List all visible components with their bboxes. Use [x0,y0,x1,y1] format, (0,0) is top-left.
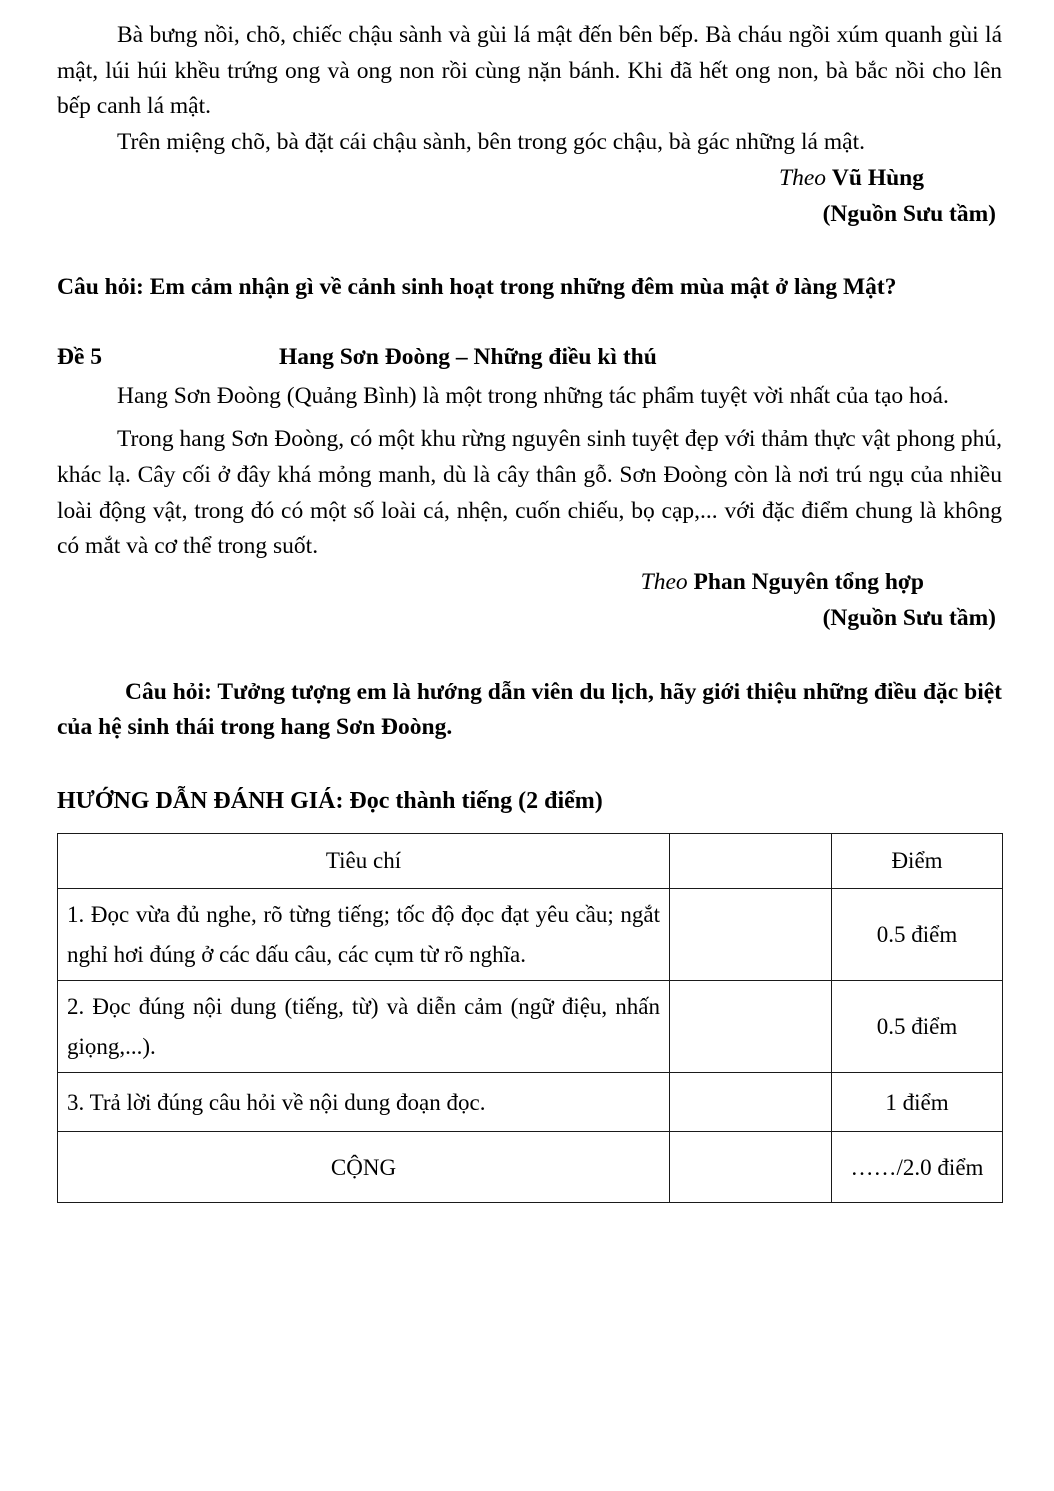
table-row [58,889,1003,981]
rubric-score-1: 0.5 điểm [832,889,1003,981]
passage2-question: Câu hỏi: Tưởng tượng em là hướng dẫn viên du lịch, hãy giới thiệu những điều đặc biệt của hệ sinh thái trong hang Sơn Đoòng. [57,678,1002,740]
rubric-total-label: CỘNG [58,1132,670,1203]
table-row-total [58,1132,1003,1203]
rubric-middle-3[interactable] [670,1073,832,1132]
rubric-heading: HƯỚNG DẪN ĐÁNH GIÁ: Đọc thành tiếng (2 điểm) [57,788,603,815]
passage2-source: (Nguồn Sưu tầm) [822,604,996,631]
spacer-between-passage2-paragraphs [57,414,1002,422]
spacer-before-de5 [57,306,1002,344]
rubric-middle-2[interactable] [670,981,832,1073]
passage1-source: (Nguồn Sưu tầm) [822,200,996,227]
rubric-header-middle [670,834,832,889]
rubric-score-2: 0.5 điểm [832,981,1003,1073]
passage2-title: Hang Sơn Đoòng – Những điều kì thú [279,343,657,370]
passage2-attribution-author: Phan Nguyên tổng hợp [693,569,924,596]
rubric-table [57,833,1003,1203]
rubric-criteria-1: 1. Đọc vừa đủ nghe, rõ từng tiếng; tốc độ đọc đạt yêu cầu; ngắt nghỉ hơi đúng ở các dấu câu, các cụm từ rõ nghĩa. [58,889,670,981]
rubric-header-row [58,834,1003,889]
spacer-after-passage2 [57,637,1002,675]
rubric-middle-1[interactable] [670,889,832,981]
passage2-paragraph-2: Trong hang Sơn Đoòng, có một khu rừng nguyên sinh tuyệt đẹp với thảm thực vật phong phú, khác lạ. Cây cối ở đây khá mỏng manh, dù là cây thân gỗ. Sơn Đoòng còn là nơi trú ngụ của nhiều loài động vật, trong đó có một số loài cá, nhện, cuốn chiếu, bọ cạp,... với đặc điểm chung là không có mắt và cơ thể trong suốt. [57,426,1002,560]
passage1-question: Câu hỏi: Em cảm nhận gì về cảnh sinh hoạt trong những đêm mùa mật ở làng Mật? [57,274,897,301]
passage2-paragraph-1: Hang Sơn Đoòng (Quảng Bình) là một trong những tác phẩm tuyệt vời nhất của tạo hoá. [117,382,949,409]
passage1-attribution [57,161,1002,197]
passage1-paragraph-1: Bà bưng nồi, chõ, chiếc chậu sành và gùi lá mật đến bên bếp. Bà cháu ngồi xúm quanh gùi lá mật, lúi húi khều trứng ong và ong non rồi cùng nặn bánh. Khi đã hết ong non, bà bắc nồi cho lên bếp canh lá mật. [57,22,1002,120]
document-content [57,18,1002,1203]
table-row [58,981,1003,1073]
rubric-criteria-2: 2. Đọc đúng nội dung (tiếng, từ) và diễn cảm (ngữ điệu, nhấn giọng,...). [58,981,670,1073]
passage2-de-label: Đề 5 [57,343,103,370]
spacer-before-rubric [57,745,1002,783]
table-row [58,1073,1003,1132]
spacer-after-passage1 [57,232,1002,270]
rubric-header-score: Điểm [832,834,1003,889]
passage2-attribution [57,565,1002,601]
passage2-heading-row [57,344,1002,371]
passage1-paragraph-2: Trên miệng chõ, bà đặt cái chậu sành, bên trong góc chậu, bà gác những lá mật. [117,129,865,156]
spacer-after-passage2-title [57,371,1002,379]
passage1-attribution-prefix: Theo [779,164,827,191]
rubric-header-criteria: Tiêu chí [58,834,670,889]
rubric-score-3: 1 điểm [832,1073,1003,1132]
rubric-total-score: ……/2.0 điểm [832,1132,1003,1203]
passage1-attribution-author: Vũ Hùng [831,164,924,191]
rubric-total-middle[interactable] [670,1132,832,1203]
passage2-attribution-prefix: Theo [640,569,688,596]
rubric-criteria-3: 3. Trả lời đúng câu hỏi về nội dung đoạn đọc. [58,1073,670,1132]
